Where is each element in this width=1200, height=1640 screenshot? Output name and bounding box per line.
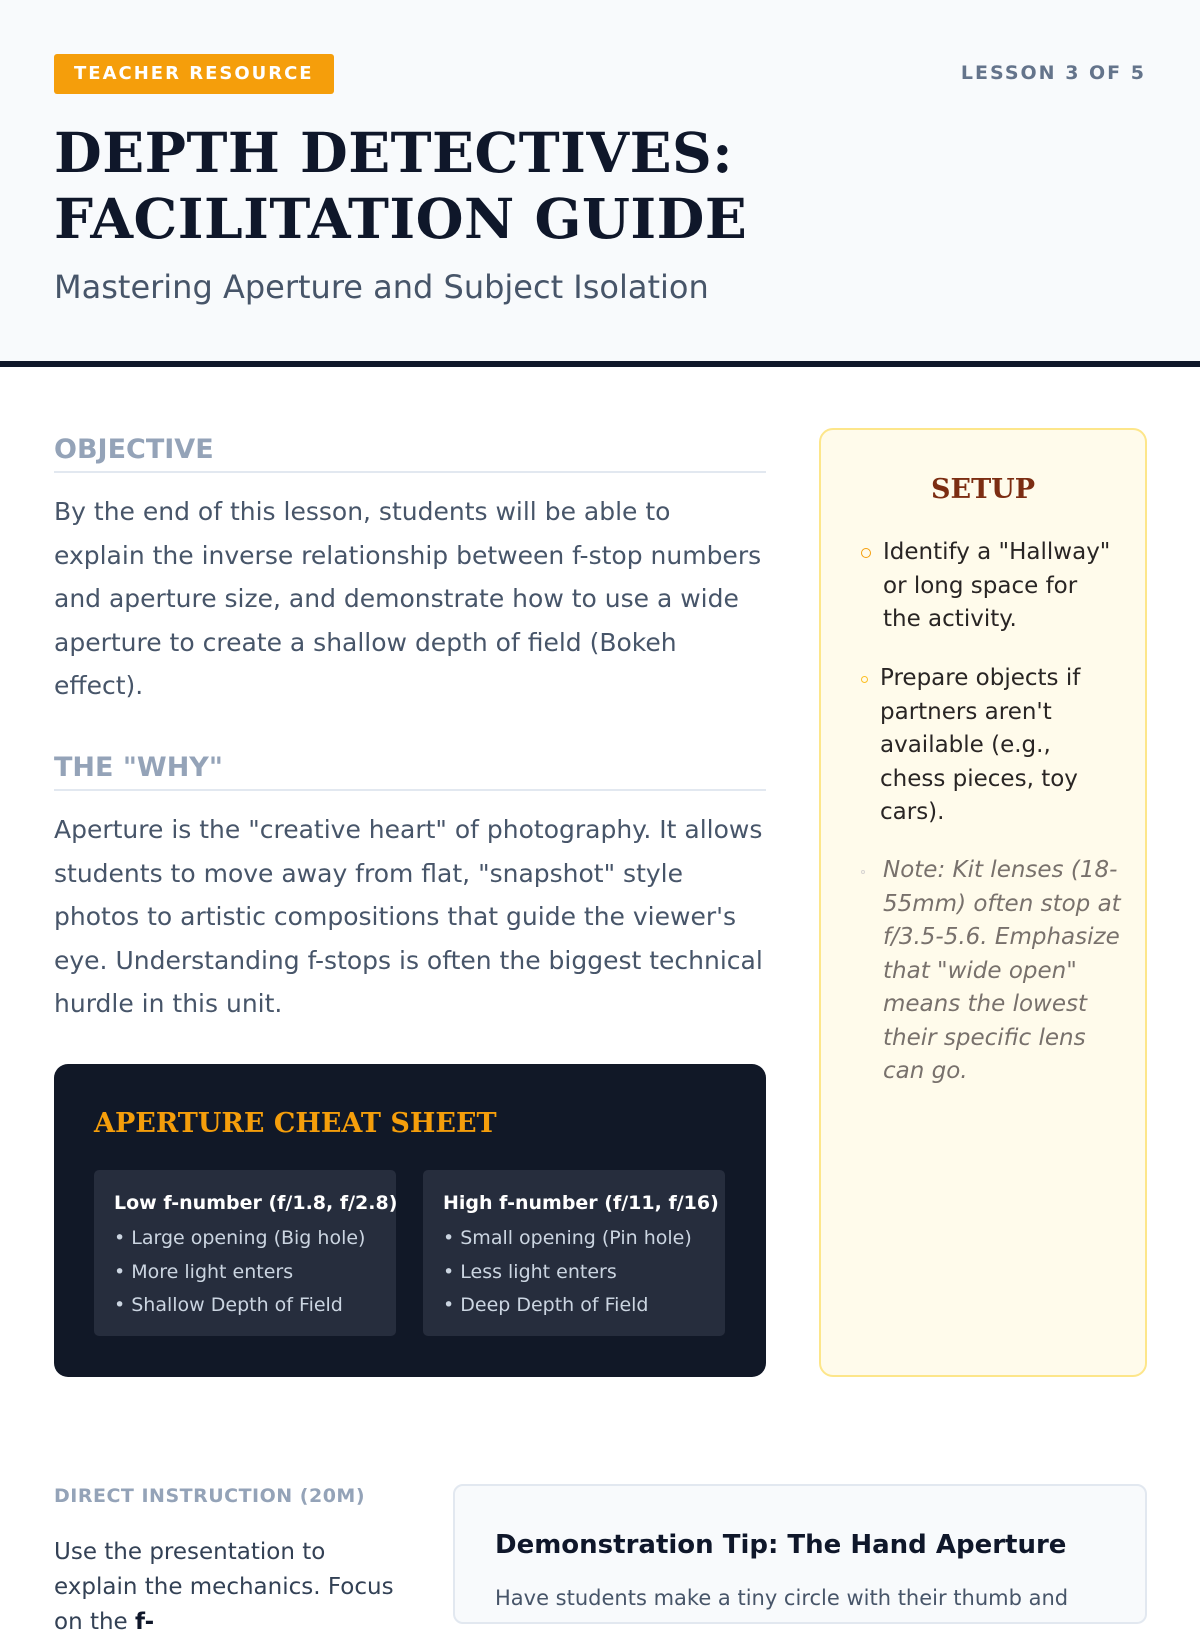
setup-item: Identify a "Hallway" or long space for the activity. (861, 536, 1121, 637)
setup-item: Prepare objects if partners aren't available (e.g., chess pieces, toy cars). (861, 662, 1121, 830)
page-subtitle: Mastering Aperture and Subject Isolation (54, 268, 709, 306)
objective-text: By the end of this lesson, students will be able to explain the inverse relationship between f-stop numbers and aperture size, and demonstrate how to use a wide aperture to create a shallow depth of field (Bokeh effect). (54, 497, 762, 700)
setup-title: SETUP (930, 474, 1036, 505)
demonstration-tip-box (453, 1484, 1147, 1624)
why-heading: THE "WHY" (54, 752, 766, 791)
setup-note: Note: Kit lenses (18-55mm) often stop at f/3.5-5.6. Emphasize that "wide open" means the lowest their specific lens can go. (861, 854, 1121, 1089)
direct-instruction-heading: DIRECT INSTRUCTION (20M) (54, 1485, 365, 1507)
page-header (0, 0, 1200, 367)
page-title: DEPTH DETECTIVES: FACILITATION GUIDE (54, 120, 748, 251)
why-text: Aperture is the "creative heart" of photography. It allows students to move away from flat, "snapshot" style photos to artistic compositions that guide the viewer's eye. Understanding f-stops is often the biggest technical hurdle in this unit. (54, 815, 763, 1018)
tip-title: Demonstration Tip: The Hand Aperture (495, 1530, 1067, 1560)
bullet-circle-icon (861, 676, 868, 683)
aperture-cheat-sheet (54, 1064, 766, 1377)
objective-heading: OBJECTIVE (54, 434, 766, 473)
high-f-number-card (423, 1170, 725, 1336)
list-item: • Deep Depth of Field (443, 1294, 649, 1316)
high-f-number-title: High f-number (f/11, f/16) (443, 1192, 719, 1214)
setup-panel (819, 428, 1147, 1377)
low-f-number-title: Low f-number (f/1.8, f/2.8) (114, 1192, 398, 1214)
cheat-sheet-title: APERTURE CHEAT SHEET (94, 1108, 497, 1139)
bullet-circle-icon (861, 548, 871, 558)
direct-instruction-text: Use the presentation to explain the mechanics. Focus on the f- (54, 1539, 394, 1635)
list-item: • Shallow Depth of Field (114, 1294, 343, 1316)
lesson-indicator: LESSON 3 OF 5 (960, 62, 1146, 84)
low-f-number-card (94, 1170, 396, 1336)
bullet-dot-icon (861, 870, 865, 874)
list-item: • Large opening (Big hole) (114, 1227, 366, 1249)
list-item: • Less light enters (443, 1260, 617, 1283)
list-item: • Small opening (Pin hole) (443, 1227, 692, 1249)
list-item: • More light enters (114, 1260, 294, 1283)
tip-text: Have students make a tiny circle with their thumb and (495, 1586, 1069, 1610)
teacher-resource-badge: TEACHER RESOURCE (54, 54, 334, 94)
